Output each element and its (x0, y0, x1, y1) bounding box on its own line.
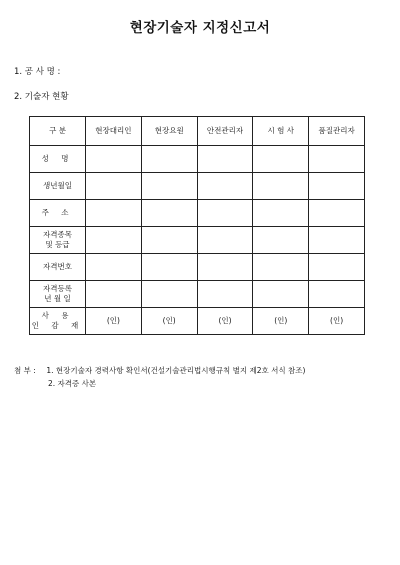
cell-qualification-site-agent[interactable] (86, 227, 142, 254)
cell-birthdate-quality-manager[interactable] (309, 173, 365, 200)
cell-license-tester[interactable] (253, 254, 309, 281)
cell-address-quality-manager[interactable] (309, 200, 365, 227)
attachment-line-1 (14, 365, 305, 378)
row-seal (30, 308, 365, 335)
cell-license-site-staff[interactable] (141, 254, 197, 281)
attachment-line-2 (14, 378, 305, 391)
row-label-seal: 사 용 인 감 재 (30, 308, 86, 335)
technician-table (29, 116, 365, 335)
row-name (30, 146, 365, 173)
header-site-agent: 현장대리인 (86, 117, 142, 146)
row-label-birthdate: 생년월일 (30, 173, 86, 200)
project-name-label: 1. 공 사 명 : (14, 67, 61, 77)
header-safety-manager: 안전관리자 (197, 117, 253, 146)
cell-address-site-staff[interactable] (141, 200, 197, 227)
attachment-item: 2. 자격증 사본 (48, 378, 97, 388)
seal-safety-manager[interactable]: (인) (197, 308, 253, 335)
cell-qualification-site-staff[interactable] (141, 227, 197, 254)
cell-regdate-safety-manager[interactable] (197, 281, 253, 308)
header-quality-manager: 품질관리자 (309, 117, 365, 146)
row-label-license-number: 자격번호 (30, 254, 86, 281)
document-title: 현장기술자 지정신고서 (129, 20, 271, 36)
seal-quality-manager[interactable]: (인) (309, 308, 365, 335)
cell-regdate-tester[interactable] (253, 281, 309, 308)
header-site-staff: 현장요원 (141, 117, 197, 146)
cell-name-site-agent[interactable] (86, 146, 142, 173)
cell-regdate-site-agent[interactable] (86, 281, 142, 308)
cell-regdate-quality-manager[interactable] (309, 281, 365, 308)
row-registration-date (30, 281, 365, 308)
cell-regdate-site-staff[interactable] (141, 281, 197, 308)
technician-status-heading (14, 90, 69, 102)
cell-license-quality-manager[interactable] (309, 254, 365, 281)
seal-tester[interactable]: (인) (253, 308, 309, 335)
cell-license-site-agent[interactable] (86, 254, 142, 281)
cell-name-quality-manager[interactable] (309, 146, 365, 173)
cell-birthdate-safety-manager[interactable] (197, 173, 253, 200)
cell-license-safety-manager[interactable] (197, 254, 253, 281)
cell-address-tester[interactable] (253, 200, 309, 227)
table-header-row (30, 117, 365, 146)
attachments (14, 365, 305, 391)
cell-birthdate-site-agent[interactable] (86, 173, 142, 200)
row-qualification (30, 227, 365, 254)
cell-name-tester[interactable] (253, 146, 309, 173)
header-tester: 시 험 사 (253, 117, 309, 146)
attachment-item: 1. 현장기술자 경력사항 확인서(건설기술관리법시행규칙 별지 제2호 서식 참조) (46, 366, 306, 375)
cell-address-site-agent[interactable] (86, 200, 142, 227)
cell-qualification-tester[interactable] (253, 227, 309, 254)
cell-name-site-staff[interactable] (141, 146, 197, 173)
cell-qualification-quality-manager[interactable] (309, 227, 365, 254)
row-license-number (30, 254, 365, 281)
header-category: 구 분 (30, 117, 86, 146)
project-name-field (14, 65, 60, 77)
row-birthdate (30, 173, 365, 200)
row-label-registration-date: 자격등록 년 월 일 (30, 281, 86, 308)
row-label-qualification: 자격종목 및 등급 (30, 227, 86, 254)
attachments-lead: 첨 부 : (14, 366, 36, 375)
cell-name-safety-manager[interactable] (197, 146, 253, 173)
cell-address-safety-manager[interactable] (197, 200, 253, 227)
seal-site-agent[interactable]: (인) (86, 308, 142, 335)
row-address (30, 200, 365, 227)
seal-site-staff[interactable]: (인) (141, 308, 197, 335)
cell-birthdate-tester[interactable] (253, 173, 309, 200)
row-label-name: 성 명 (30, 146, 86, 173)
cell-qualification-safety-manager[interactable] (197, 227, 253, 254)
row-label-address: 주 소 (30, 200, 86, 227)
technician-status-label: 2. 기술자 현황 (14, 92, 69, 102)
cell-birthdate-site-staff[interactable] (141, 173, 197, 200)
